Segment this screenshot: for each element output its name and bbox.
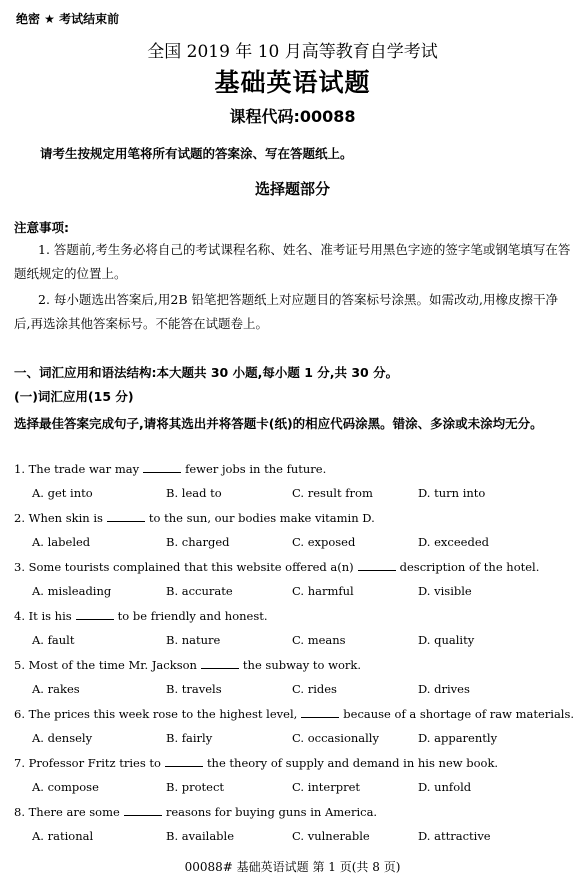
question-text-after-blank: fewer jobs in the future. [185, 462, 327, 476]
answer-option: A. misleading [32, 584, 112, 598]
answer-blank [165, 765, 203, 767]
section-title: 一、词汇应用和语法结构:本大题共 30 小题,每小题 1 分,共 30 分。 [14, 365, 399, 380]
answer-option: A. get into [32, 486, 93, 500]
question-text-after-blank: to the sun, our bodies make vitamin D. [148, 511, 375, 525]
answer-blank [143, 471, 181, 473]
answer-blank [107, 520, 145, 522]
question-text-before-blank: 7. Professor Fritz tries to [14, 756, 161, 770]
exam-title: 全国 2019 年 10 月高等教育自学考试 [147, 42, 438, 62]
subsection-title: (一)词汇应用(15 分) [14, 389, 134, 404]
answer-option: A. labeled [32, 535, 91, 549]
answer-option: C. harmful [292, 584, 354, 598]
question-text-before-blank: 6. The prices this week rose to the highest level, [14, 707, 298, 721]
question-stem [14, 511, 375, 525]
answer-option: A. rakes [32, 682, 80, 696]
answer-option: A. rational [32, 829, 94, 843]
answer-option: D. attractive [418, 829, 491, 843]
question-text-after-blank: because of a shortage of raw materials. [343, 707, 575, 721]
answer-option: D. turn into [418, 486, 486, 500]
answer-option: D. exceeded [418, 535, 489, 549]
question-text-before-blank: 1. The trade war may [14, 462, 140, 476]
answer-option: B. charged [166, 535, 230, 549]
question-stem [14, 560, 539, 574]
answer-option: B. protect [166, 780, 225, 794]
answer-option: C. exposed [292, 535, 356, 549]
question-text-before-blank: 4. It is his [14, 609, 72, 623]
answer-option: B. lead to [166, 486, 222, 500]
answer-option: D. quality [418, 633, 475, 647]
question-text-before-blank: 8. There are some [14, 805, 120, 819]
note-item: 1. 答题前,考生务必将自己的考试课程名称、姓名、准考证号用黑色字迹的签字笔或钢笔填写在答题纸规定的位置上。 [14, 242, 571, 281]
question-stem [14, 805, 377, 819]
answer-blank [301, 716, 339, 718]
question-text-after-blank: reasons for buying guns in America. [165, 805, 378, 819]
question-text-after-blank: the theory of supply and demand in his new book. [206, 756, 499, 770]
answer-option: B. accurate [166, 584, 233, 598]
page-footer: 00088# 基础英语试题 第 1 页(共 8 页) [184, 860, 401, 874]
course-code: 课程代码:00088 [229, 107, 356, 126]
question-text-before-blank: 3. Some tourists complained that this website offered a(n) [14, 560, 354, 574]
note-item: 2. 每小题选出答案后,用2B 铅笔把答题纸上对应题目的答案标号涂黑。如需改动,用橡皮擦干净后,再选涂其他答案标号。不能答在试题卷上。 [14, 292, 558, 331]
answer-blank [76, 618, 114, 620]
answer-option: A. compose [32, 780, 99, 794]
answer-instruction: 请考生按规定用笔将所有试题的答案涂、写在答题纸上。 [40, 146, 353, 161]
question-text-before-blank: 5. Most of the time Mr. Jackson [14, 658, 197, 672]
answer-option: A. densely [32, 731, 93, 745]
answer-blank [358, 569, 396, 571]
answer-option: A. fault [32, 633, 75, 647]
answer-option: D. drives [418, 682, 470, 696]
answer-blank [124, 814, 162, 816]
answer-option: C. means [292, 633, 346, 647]
subject-title: 基础英语试题 [214, 68, 371, 97]
question-stem [14, 756, 498, 770]
question-text-after-blank: description of the hotel. [399, 560, 540, 574]
confidential-label: 绝密 ★ 考试结束前 [16, 12, 120, 26]
question-text-after-blank: the subway to work. [242, 658, 362, 672]
answer-option: D. unfold [418, 780, 472, 794]
question-stem [14, 707, 574, 721]
answer-option: B. available [166, 829, 235, 843]
question-text-after-blank: to be friendly and honest. [117, 609, 268, 623]
section-directions: 选择最佳答案完成句子,请将其选出并将答题卡(纸)的相应代码涂黑。错涂、多涂或未涂均无分。 [14, 416, 543, 431]
answer-option: B. fairly [166, 731, 213, 745]
answer-option: C. result from [292, 486, 373, 500]
answer-option: C. occasionally [292, 731, 379, 745]
answer-option: C. vulnerable [292, 829, 370, 843]
notes-heading: 注意事项: [14, 220, 69, 235]
part-title: 选择题部分 [254, 180, 330, 198]
answer-option: C. rides [292, 682, 337, 696]
answer-option: B. travels [166, 682, 222, 696]
answer-option: C. interpret [292, 780, 360, 794]
answer-blank [201, 667, 239, 669]
question-stem [14, 658, 361, 672]
question-stem [14, 609, 268, 623]
answer-option: D. apparently [418, 731, 498, 745]
question-text-before-blank: 2. When skin is [14, 511, 103, 525]
answer-option: B. nature [166, 633, 221, 647]
question-stem [14, 462, 326, 476]
answer-option: D. visible [418, 584, 472, 598]
